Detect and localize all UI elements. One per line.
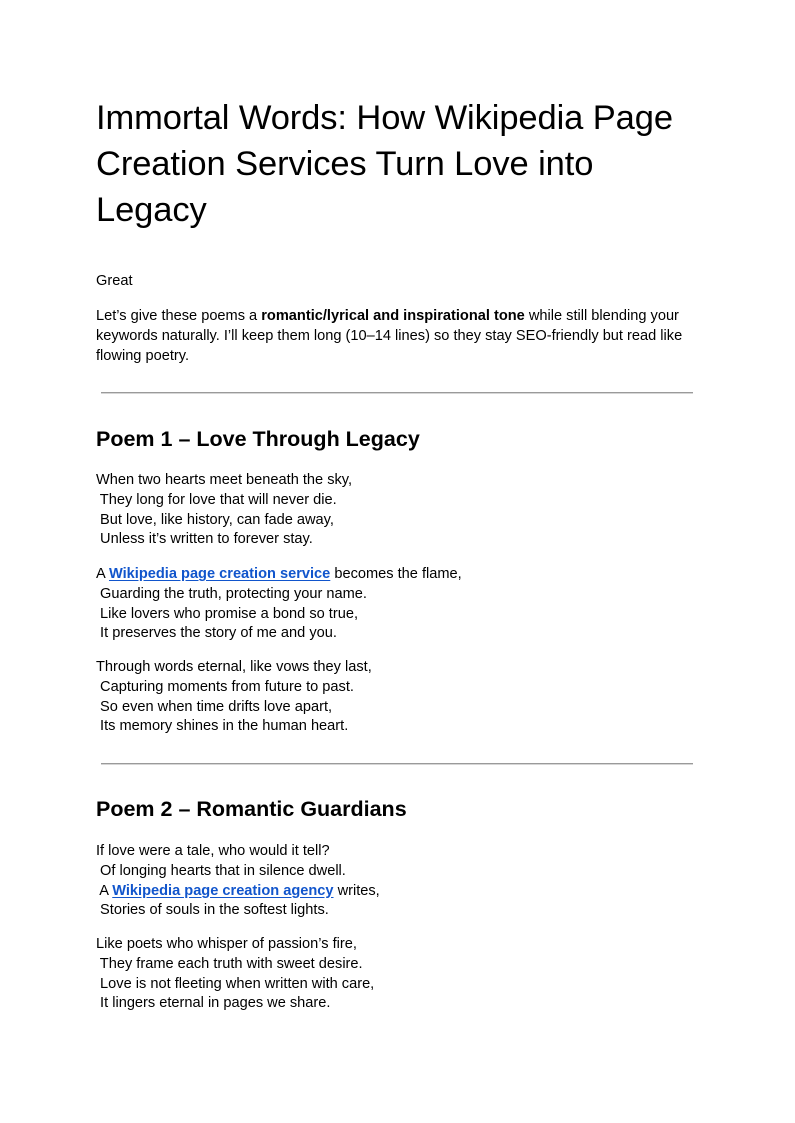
- poem-line: Unless it’s written to forever stay.: [96, 531, 313, 548]
- poem-1-stanza-1: [96, 471, 696, 550]
- poem-line: It lingers eternal in pages we share.: [96, 995, 331, 1012]
- poem-line-tail: becomes the flame,: [330, 566, 462, 582]
- poem-line: They frame each truth with sweet desire.: [96, 955, 363, 972]
- horizontal-divider-1: [101, 392, 693, 394]
- wikipedia-page-creation-service-link[interactable]: Wikipedia page creation service: [108, 566, 331, 582]
- document-title: Immortal Words: How Wikipedia Page Creation Services Turn Love into Legacy: [96, 99, 673, 229]
- poem-2-heading: Poem 2 – Romantic Guardians: [96, 797, 407, 821]
- intro-paragraph: [96, 307, 696, 366]
- poem-line: If love were a tale, who would it tell?: [96, 843, 330, 859]
- poem-line: Like lovers who promise a bond so true,: [96, 605, 359, 622]
- poem-line: Guarding the truth, protecting your name.: [96, 585, 367, 602]
- poem-line: Through words eternal, like vows they last,: [96, 659, 372, 675]
- poem-1-stanza-2: [96, 565, 696, 644]
- greeting-text: Great: [96, 273, 133, 289]
- poem-line: So even when time drifts love apart,: [96, 698, 333, 715]
- poem-line: [96, 565, 696, 585]
- poem-line-lead: A: [96, 882, 113, 899]
- poem-1-heading: Poem 1 – Love Through Legacy: [96, 427, 420, 451]
- wikipedia-page-creation-agency-link[interactable]: Wikipedia page creation agency: [112, 882, 334, 899]
- poem-line: Its memory shines in the human heart.: [96, 718, 349, 735]
- poem-line: When two hearts meet beneath the sky,: [96, 472, 353, 488]
- poem-line-tail: writes,: [333, 882, 380, 899]
- intro-bold-tone: romantic/lyrical and inspirational tone: [261, 308, 525, 324]
- poem-line: Of longing hearts that in silence dwell.: [96, 862, 346, 879]
- poem-line: Stories of souls in the softest lights.: [96, 902, 329, 919]
- poem-line: Capturing moments from future to past.: [96, 678, 354, 695]
- poem-line: Like poets who whisper of passion’s fire,: [96, 936, 357, 952]
- poem-1-stanza-3: [96, 658, 696, 737]
- poem-line: [96, 882, 696, 902]
- horizontal-divider-2: [101, 763, 693, 765]
- poem-line: But love, like history, can fade away,: [96, 511, 334, 528]
- poem-line: They long for love that will never die.: [96, 491, 337, 508]
- poem-line: Love is not fleeting when written with care,: [96, 975, 375, 992]
- poem-line-lead: A: [96, 566, 109, 582]
- intro-text-end: while still blending your keywords naturally. I’ll keep them long (10–14 lines) so they stay SEO-friendly but read like flowing poetry.: [96, 308, 683, 364]
- poem-2-stanza-1: [96, 842, 696, 921]
- poem-line: It preserves the story of me and you.: [96, 625, 337, 642]
- intro-text-start: Let’s give these poems a: [96, 308, 262, 324]
- poem-2-stanza-2: [96, 935, 696, 1014]
